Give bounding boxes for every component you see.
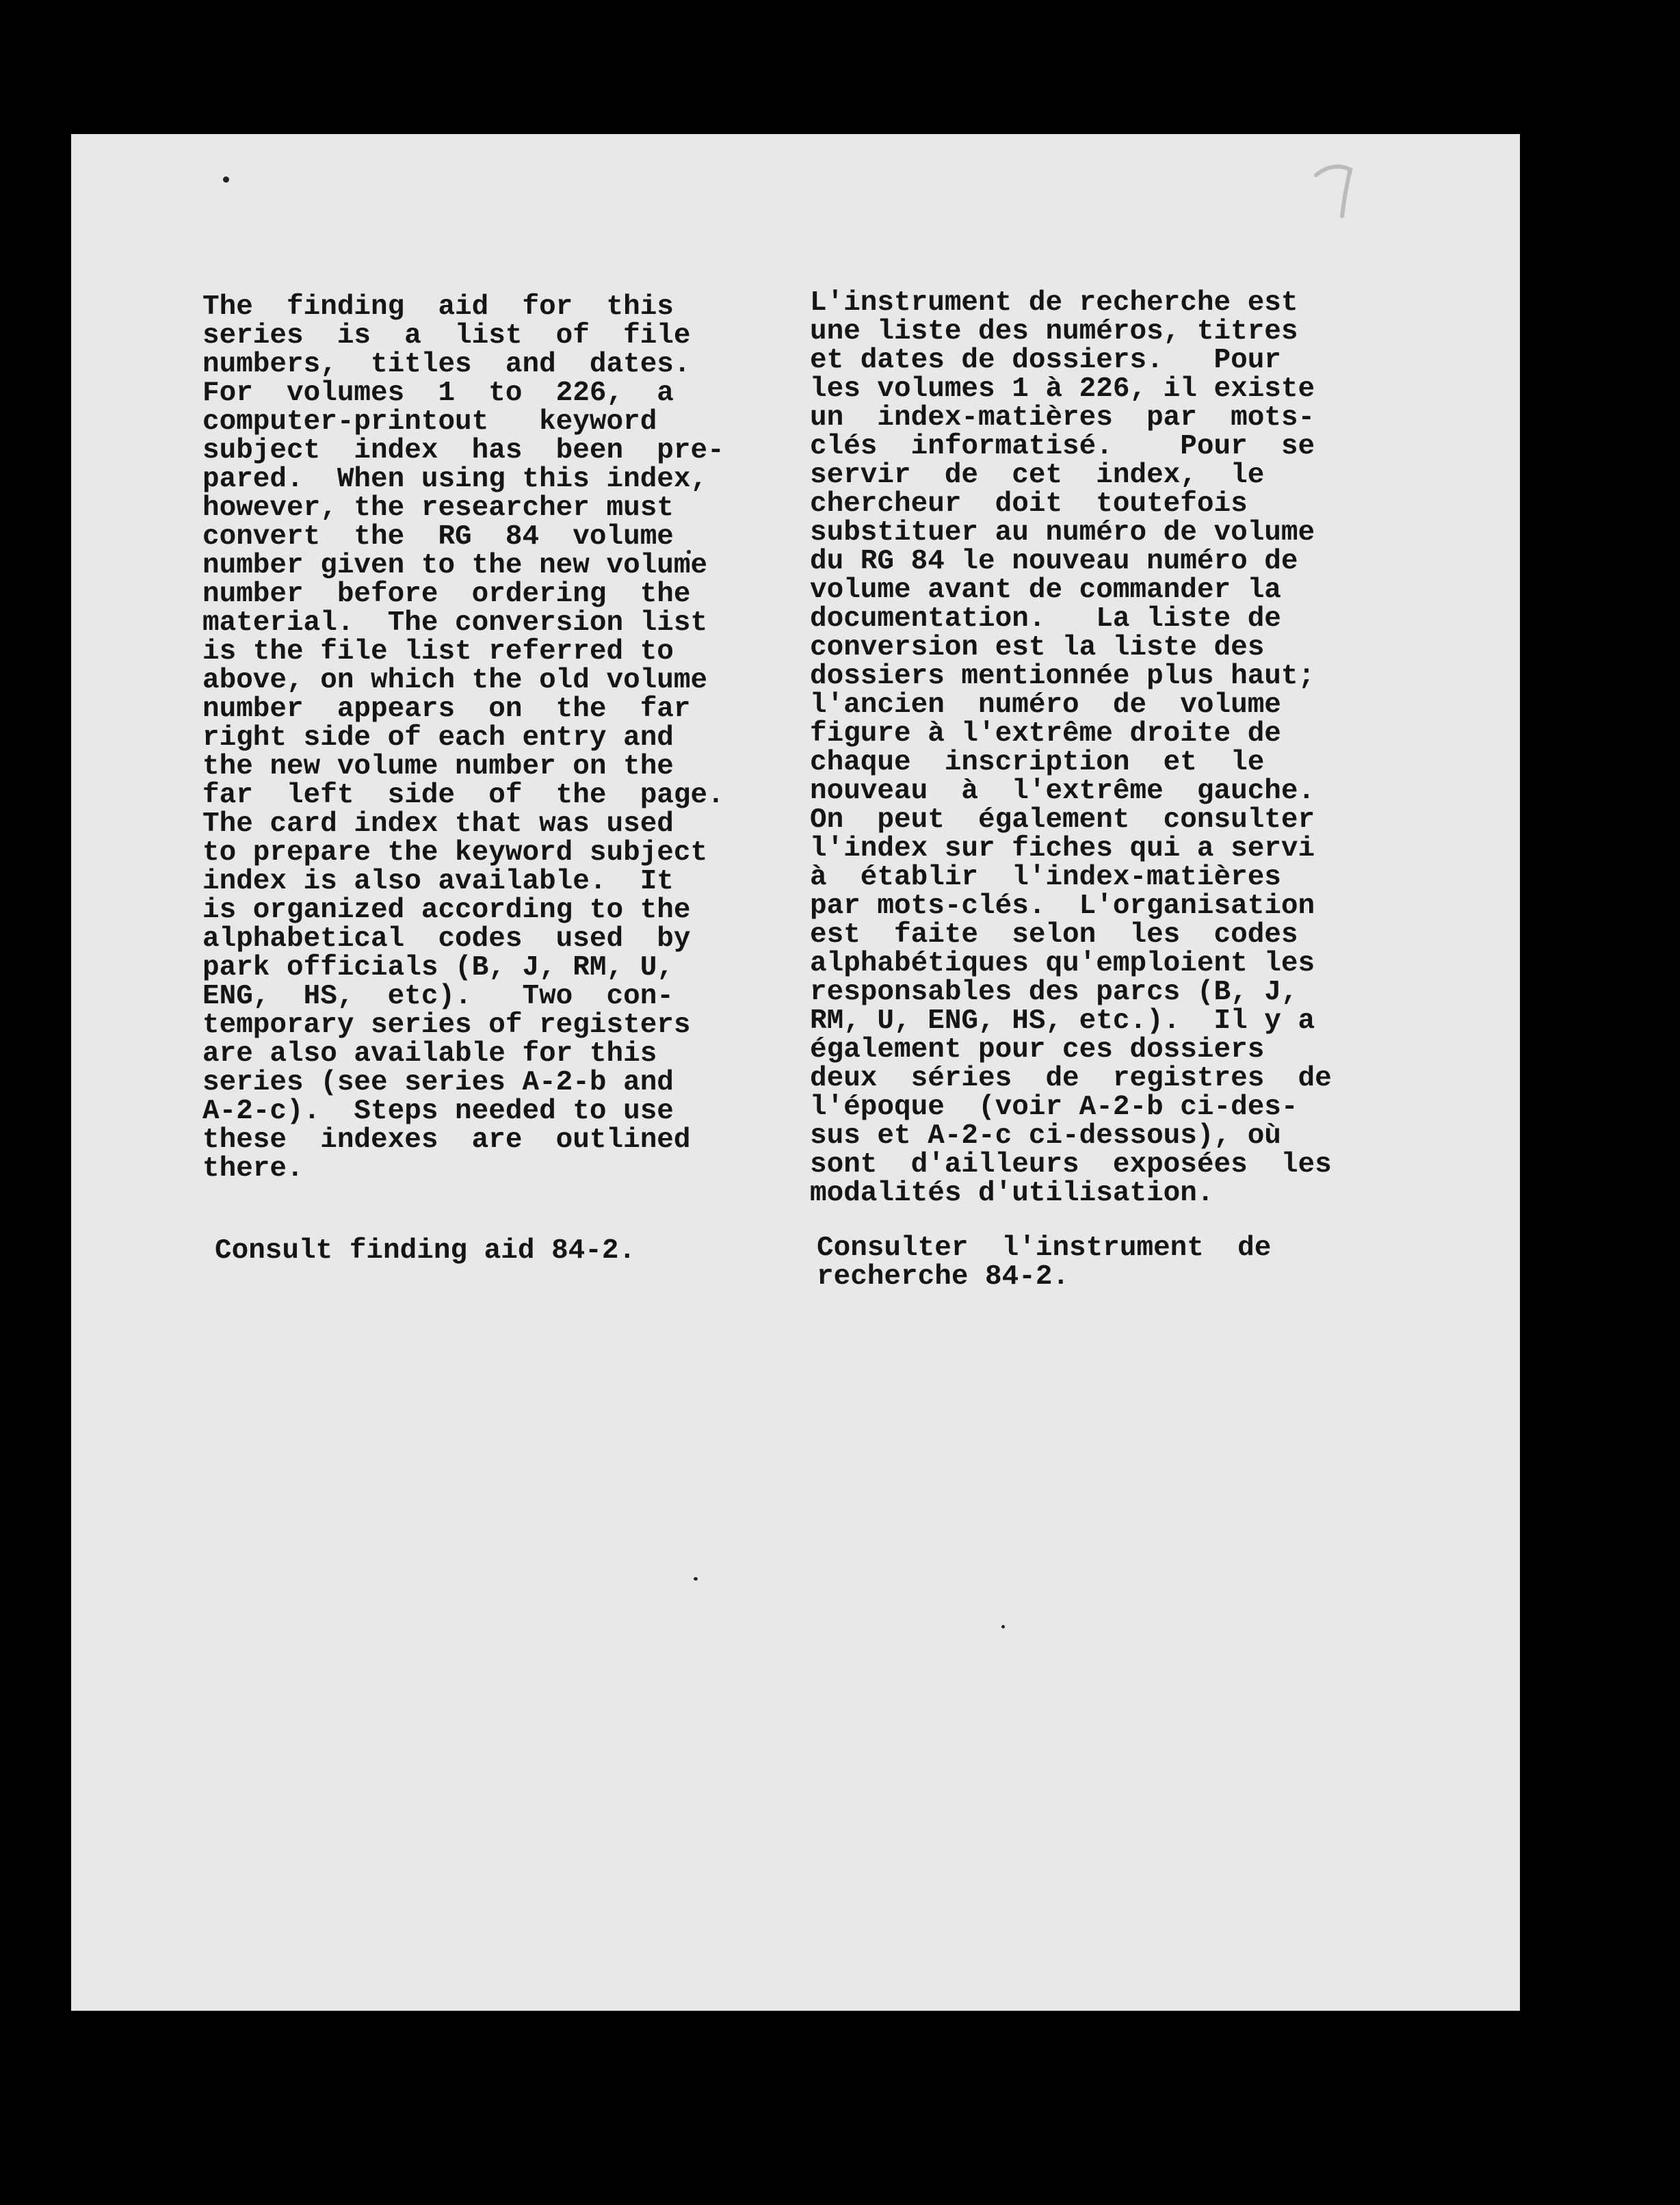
french-body-text: L'instrument de recherche est une liste des numéros, titres et dates de dossiers. Pour les volumes 1 à 226, il existe un index-matières par mots- clés informatisé. Pour se servir de cet index, le chercheur doit toutefois substituer au numéro de volume du RG 84 le nouveau numéro de volume avant de commander la documentation. La liste de conversion est la liste des dossiers mentionnée plus haut; l'ancien numéro de volume figure à l'extrême droite de chaque inscription et le nouveau à l'extrême gauche. On peut également consulter l'index sur fiches qui a servi à établir l'index-matières par mots-clés. L'organisation est faite selon les codes alphabétiques qu'emploient les responsables des parcs (B, J, RM, U, ENG, HS, etc.). Il y a également pour ces dossiers deux séries de registres de l'époque (voir A-2-b ci-des- sus et A-2-c ci-dessous), où sont d'ailleurs exposées les modalités d'utilisation. — [810, 287, 1332, 1209]
french-consult-note: Consulter l'instrument de recherche 84-2. — [817, 1232, 1272, 1293]
english-consult-note: Consult finding aid 84-2. — [215, 1235, 636, 1267]
ink-speck — [694, 1577, 698, 1581]
document-page — [71, 134, 1520, 2011]
ink-speck — [223, 176, 229, 183]
handwritten-mark-icon — [1302, 155, 1378, 223]
ink-speck — [1001, 1625, 1005, 1628]
english-body-text: The finding aid for this series is a list of file numbers, titles and dates. For volumes 1 to 226, a computer-printout keyword subject index has been pre- pared. When using this index, however, the researcher must convert the RG 84 volume number given to the new volume number before ordering the material. The conversion list is the file list referred to above, on which the old volume number appears on the far right side of each entry and the new volume number on the far left side of the page. The card index that was used to prepare the keyword subject index is also available. It is organized according to the alphabetical codes used by park officials (B, J, RM, U, ENG, HS, etc). Two con- temporary series of registers are also available for this series (see series A-2-b and A-2-c). Steps needed to use these indexes are outlined there. — [202, 291, 724, 1185]
